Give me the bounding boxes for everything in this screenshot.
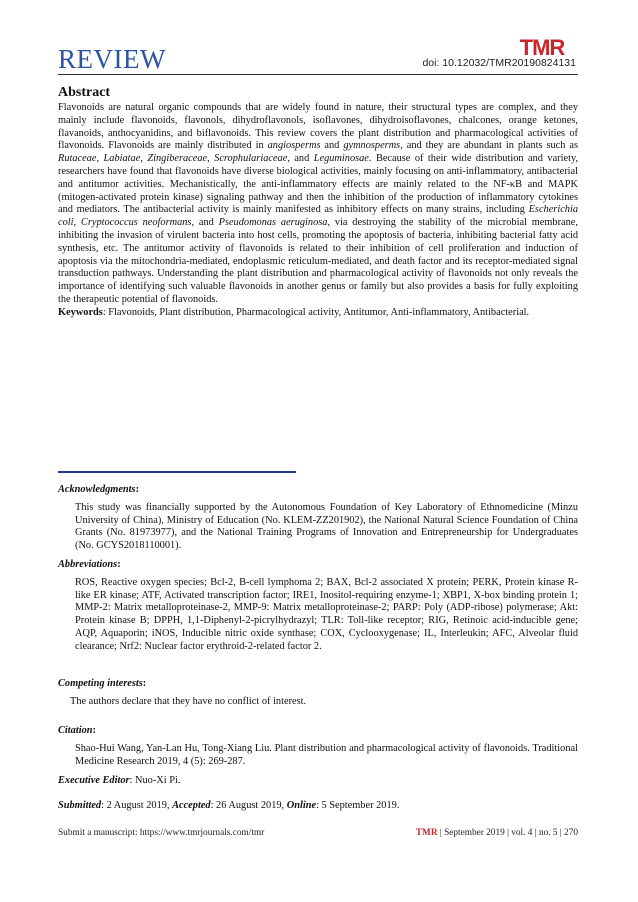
abstract-text: Flavonoids are natural organic compounds that are widely found in nature, their structural types are complex, and they mainly include flavonoids, flavonols, dihydroflavonols, isoflavones, dihydroisoflavones, chalcones, orange ketones, flavanoids, anthocyanidins, and biflavonoids. This review covers the plant distribution and pharmacological activities of flavonoids. Flavonoids are mainly distributed in angiosperms and gymnosperms, and they are abundant in plants such as Rutaceae, Labiatae, Zingiberaceae, Scrophulariaceae, and Leguminosae. Because of their wide distribution and variety, researchers have found that flavonoids have diverse biological activities, mainly focusing on anti-inflammatory, antibacterial and antitumor activities. Mechanistically, the anti-inflammatory effects are mainly related to the NF-κB and MAPK (mitogen-activated protein kinase) signaling pathway and then the inhibition of the production of inflammatory cytokines and mediators. The antibacterial activity is mainly manifested as inhibitory effects on many strains, including Escherichia coli, Cryptococcus neoformans, and Pseudomonas aeruginosa, via destroying the stability of the microbial membrane, inhibiting the invasion of virulent bacteria into host cells, promoting the apoptosis of bacteria, inhibiting bacterial fatty acid synthesis, etc. The antitumor activity of flavonoids is related to their inhibition of cell proliferation and induction of apoptosis via the mitochondria-mediated, endoplasmic reticulum-mediated, and death factor and its receptor-mediated signal transduction pathways. Understanding the plant distribution and pharmacological activity of flavonoids not only reveals the importance of identifying such valuable flavonoids in another genus or family but also provides a basis for fully exploiting the therapeutic potential of flavonoids. [58, 102, 579, 305]
doi: doi: 10.12032/TMR20190824131 [422, 57, 576, 69]
header-rule [58, 74, 578, 75]
abstract-body [58, 102, 578, 320]
citation: Citation: Shao-Hui Wang, Yan-Lan Hu, Tong-Xiang Liu. Plant distribution and pharmacological activity of flavonoids. Traditional Medicine Research 2019, 4 (5): 269-287. [58, 725, 578, 767]
acknowledgments: Acknowledgments: This study was financially supported by the Autonomous Foundation of Key Laboratory of Ethnomedicine (Minzu University of China), Ministry of Education (No. KLEM-ZZ201902), the National Natural Science Foundation of China Grants (No. 81973977), and the National Training Programs of Innovation and Entrepreneurship for Undergraduates (No. GCYS2018110001). [58, 484, 578, 552]
footer-submit-link[interactable]: Submit a manuscript: https://www.tmrjournals.com/tmr [58, 828, 265, 838]
footnote-rule [58, 471, 296, 473]
keywords: Keywords: Flavonoids, Plant distribution, Pharmacological activity, Antitumor, Anti-inflammatory, Antibacterial. [58, 306, 530, 318]
abbreviations: Abbreviations: ROS, Reactive oxygen species; Bcl-2, B-cell lymphoma 2; BAX, Bcl-2 associated X protein; PERK, Protein kinase R-like ER kinase; ATF, Activated transcription factor; IRE1, Inositol-requiring enzyme-1; XBP1, X-box binding protein 1; MMP-2: Matrix metalloproteinase-2, MMP-9: Matrix metalloproteinase-2; PARP: Poly (ADP-ribose) polymerase; Akt: Protein kinase B; DPPH, 1,1-Diphenyl-2-picrylhydrazyl; TLR: Toll-like receptor; RIG, Retinoic acid-inducible gene; AQP, Aquaporin; iNOS, Inducible nitric oxide synthase; COX, Cyclooxygenase; IL, Interleukin; AFC, Alveolar fluid clearance; Nrf2: Nuclear factor erythroid-2-related factor 2. [58, 559, 578, 652]
abstract-heading: Abstract [58, 85, 111, 100]
executive-editor: Executive Editor: Nuo-Xi Pi. [58, 775, 181, 786]
tmr-logo-text: TMR [519, 36, 565, 58]
section-label: REVIEW [58, 44, 166, 74]
competing-interests: Competing interests: The authors declare that they have no conflict of interest. [58, 678, 307, 707]
submission-dates: Submitted: 2 August 2019, Accepted: 26 August 2019, Online: 5 September 2019. [58, 800, 400, 811]
footer-journal-info: TMR | September 2019 | vol. 4 | no. 5 | 270 [415, 828, 578, 838]
tmr-logo [507, 36, 577, 58]
